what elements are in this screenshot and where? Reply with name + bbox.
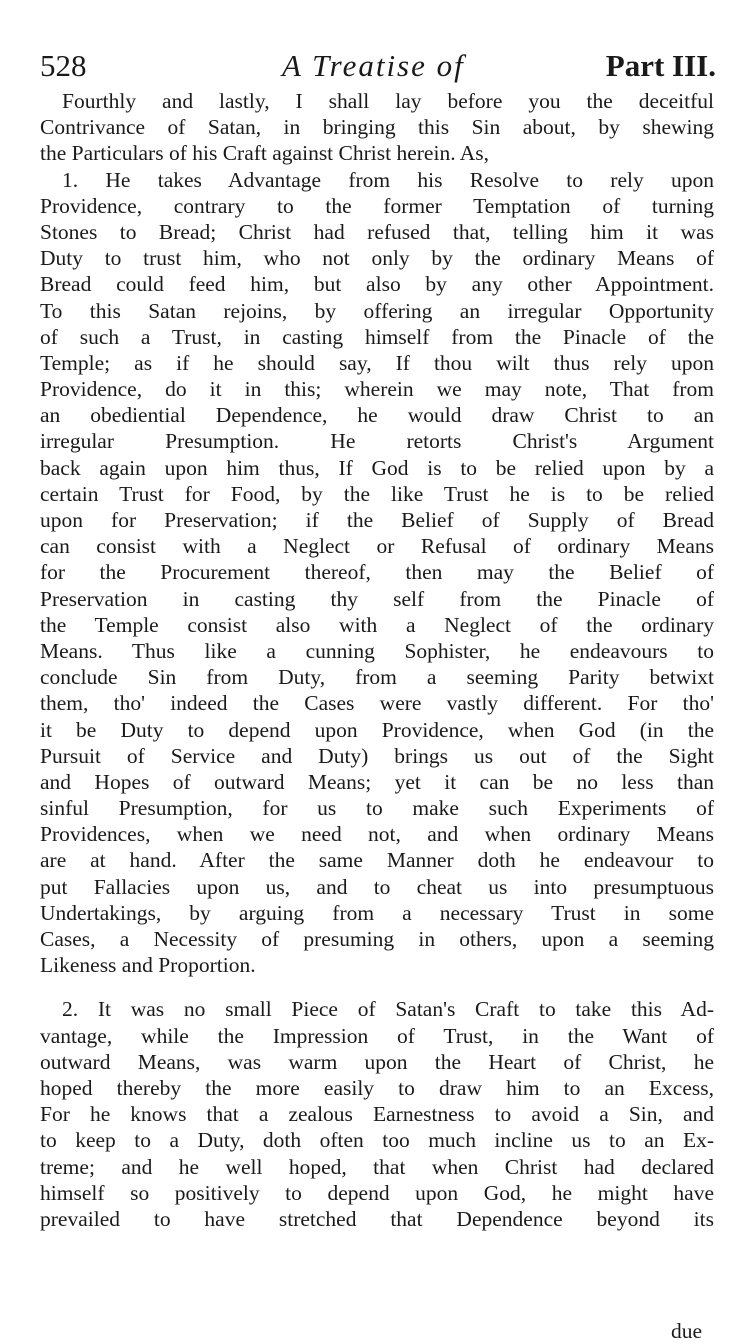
text-line: hoped thereby the more easily to draw him to an Excess, — [40, 1075, 714, 1100]
text-line: Fourthly and lastly, I shall lay before you the deceitful — [62, 89, 714, 113]
body-text — [40, 88, 714, 1232]
paragraph-point-1 — [40, 167, 714, 979]
text-line: Means. Thus like a cunning Sophister, he endeavours to — [40, 638, 714, 663]
page-number: 528 — [40, 48, 87, 83]
text-line: Providences, when we need not, and when ordinary Means — [40, 822, 714, 847]
text-line: Stones to Bread; Christ had refused that, telling him it was — [40, 219, 714, 244]
text-line: himself so positively to depend upon God, he might have — [40, 1180, 714, 1205]
text-line: treme; and he well hoped, that when Christ had declared — [40, 1154, 714, 1179]
text-line: the Temple consist also with a Neglect of the ordinary — [40, 612, 714, 637]
text-line: of such a Trust, in casting himself from the Pinacle of the — [40, 324, 714, 349]
text-line: and Hopes of outward Means; yet it can be no less than — [40, 769, 714, 794]
text-line: 1. He takes Advantage from his Resolve to rely upon — [62, 167, 714, 192]
text-line: to keep to a Duty, doth often too much incline us to an Ex- — [40, 1128, 714, 1153]
text-line: conclude Sin from Duty, from a seeming Parity betwixt — [40, 665, 714, 690]
text-line: put Fallacies upon us, and to cheat us into presumptuous — [40, 874, 714, 899]
paragraph-point-2 — [40, 996, 714, 1232]
text-line: certain Trust for Food, by the like Trust he is to be relied — [40, 481, 714, 506]
text-line: Duty to trust him, who not only by the ordinary Means of — [40, 246, 714, 271]
text-line: Temple; as if he should say, If thou wilt thus rely upon — [40, 350, 714, 375]
text-line: for the Procurement thereof, then may the Belief of — [40, 560, 714, 585]
running-header — [40, 48, 716, 88]
text-line: Contrivance of Satan, in bringing this Sin about, by shewing — [40, 115, 714, 140]
text-line: Pursuit of Service and Duty) brings us out of the Sight — [40, 743, 714, 768]
text-line: Bread could feed him, but also by any other Appointment. — [40, 272, 714, 297]
text-line: it be Duty to depend upon Providence, when God (in the — [40, 717, 714, 742]
text-line: can consist with a Neglect or Refusal of ordinary Means — [40, 534, 714, 559]
part-label: Part III. — [605, 48, 716, 83]
paragraph-fourthly — [40, 88, 714, 167]
text-line: sinful Presumption, for us to make such Experiments of — [40, 796, 714, 821]
text-line: them, tho' indeed the Cases were vastly different. For tho' — [40, 691, 714, 716]
text-line: To this Satan rejoins, by offering an irregular Opportunity — [40, 298, 714, 323]
text-line: prevailed to have stretched that Dependence beyond its — [40, 1206, 714, 1231]
catchword: due — [670, 1319, 702, 1343]
text-line: are at hand. After the same Manner doth he endeavour to — [40, 848, 714, 873]
text-line: back again upon him thus, If God is to be relied upon by a — [40, 455, 714, 480]
text-line: Providence, do it in this; wherein we may note, That from — [40, 377, 714, 402]
text-line: upon for Preservation; if the Belief of Supply of Bread — [40, 508, 714, 532]
running-title: A Treatise of — [282, 48, 465, 83]
text-line: Providence, contrary to the former Temptation of turning — [40, 193, 714, 218]
text-line: the Particulars of his Craft against Christ herein. As, — [40, 141, 490, 166]
text-line: 2. It was no small Piece of Satan's Craft to take this Ad- — [62, 997, 714, 1022]
text-line: an obediential Dependence, he would draw Christ to an — [40, 403, 714, 428]
paragraph-gap — [40, 978, 714, 996]
text-line: Cases, a Necessity of presuming in others, upon a seeming — [40, 927, 714, 951]
text-line: Preservation in casting thy self from the Pinacle of — [40, 586, 714, 611]
text-line: Likeness and Proportion. — [40, 953, 256, 978]
text-line: irregular Presumption. He retorts Christ's Argument — [40, 429, 714, 454]
text-line: Undertakings, by arguing from a necessary Trust in some — [40, 900, 714, 925]
text-line: vantage, while the Impression of Trust, in the Want of — [40, 1023, 714, 1048]
text-line: For he knows that a zealous Earnestness to avoid a Sin, and — [40, 1102, 714, 1127]
text-line: outward Means, was warm upon the Heart of Christ, he — [40, 1049, 714, 1074]
